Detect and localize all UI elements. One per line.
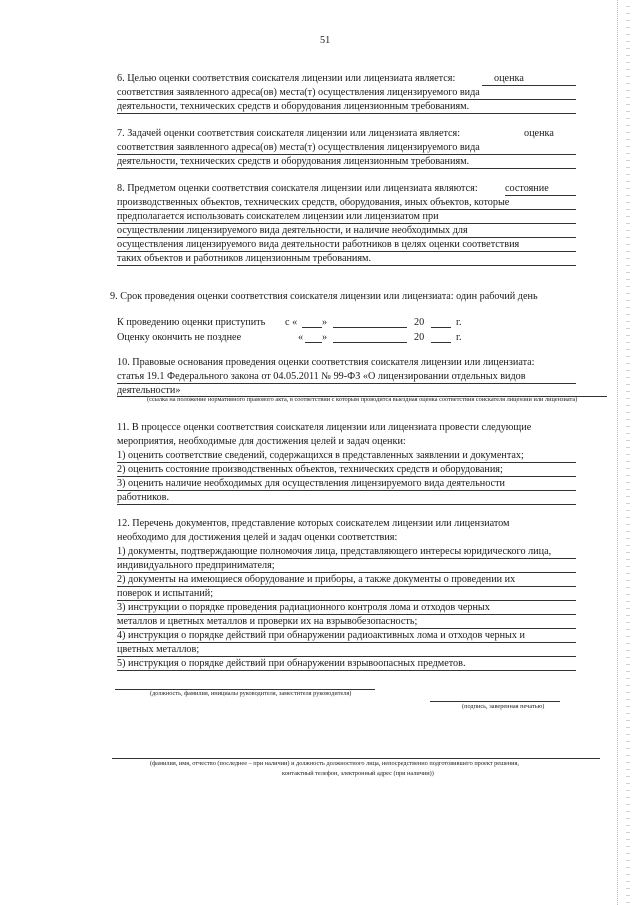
s12-line-2: необходимо для достижения целей и задач оценки соответствия: bbox=[117, 532, 398, 543]
s7-line-3: деятельности, технических средств и оборудования лицензионным требованиям. bbox=[117, 155, 576, 169]
head-caption: (должность, фамилия, инициалы руководителя, заместителя руководителя) bbox=[150, 690, 352, 697]
s12-item-3b: металлов и цветных металлов и проверки их на взрывобезопасность; bbox=[117, 615, 576, 629]
end-year-blank bbox=[431, 342, 451, 343]
s6-line-3: деятельности, технических средств и оборудования лицензионным требованиям. bbox=[117, 100, 576, 114]
executor-line bbox=[112, 758, 600, 759]
start-g: г. bbox=[456, 317, 462, 328]
s12-item-4a: 4) инструкция о порядке действий при обнаружении радиоактивных лома и отходов черных и bbox=[117, 629, 576, 643]
s8-line-2: производственных объектов, технических средств, оборудования, иных объектов, которые bbox=[117, 196, 576, 210]
start-from: с « bbox=[285, 317, 298, 328]
s11-item-3a: 3) оценить наличие необходимых для осуществления лицензируемого вида деятельности bbox=[117, 477, 576, 491]
s6-line-2: соответствия заявленного адреса(ов) места(т) осуществления лицензируемого вида bbox=[117, 86, 576, 100]
s8-line-4: осуществлении лицензируемого вида деятельности, и наличие необходимых для bbox=[117, 224, 576, 238]
s7-line-1: 7. Задачей оценки соответствия соискателя лицензии или лицензиата является: bbox=[117, 128, 461, 139]
page-number: 51 bbox=[320, 35, 331, 46]
end-quote-close: » bbox=[322, 332, 328, 343]
s12-item-2a: 2) документы на имеющиеся оборудование и приборы, а также документы о проведении их bbox=[117, 573, 576, 587]
end-g: г. bbox=[456, 332, 462, 343]
page-margin-line bbox=[617, 0, 618, 905]
s11-line-1: 11. В процессе оценки соответствия соискателя лицензии или лицензиата провести следующие bbox=[117, 422, 532, 433]
start-label: К проведению оценки приступить bbox=[117, 317, 266, 328]
s10-line-1: 10. Правовые основания проведения оценки соответствия соискателя лицензии или лицензиата: bbox=[117, 357, 535, 368]
end-month-blank bbox=[333, 342, 407, 343]
s12-item-5: 5) инструкция о порядке действий при обнаружении взрывоопасных предметов. bbox=[117, 657, 576, 671]
s12-item-2b: поверок и испытаний; bbox=[117, 587, 576, 601]
start-year: 20 bbox=[414, 317, 425, 328]
s10-line-3: деятельности» bbox=[117, 385, 181, 396]
start-year-blank bbox=[431, 327, 451, 328]
s10-note: (ссылка на положение нормативного правового акта, в соответствии с которым проводится выездная оценка соответствия соискателя лицензии или лицензиата) bbox=[147, 396, 578, 403]
s11-item-2: 2) оценить состояние производственных объектов, технических средств и оборудования; bbox=[117, 463, 576, 477]
end-quote-open: « bbox=[298, 332, 304, 343]
s8-line-3: предполагается использовать соискателем лицензии или лицензиатом при bbox=[117, 210, 576, 224]
s12-item-4b: цветных металлов; bbox=[117, 643, 576, 657]
s12-item-1a: 1) документы, подтверждающие полномочия лица, представляющего интересы юридического лица, bbox=[117, 545, 576, 559]
end-label: Оценку окончить не позднее bbox=[117, 332, 242, 343]
s11-line-2: мероприятия, необходимые для достижения целей и задач оценки: bbox=[117, 436, 406, 447]
s11-item-1: 1) оценить соответствие сведений, содержащихся в представленных заявлении и документах; bbox=[117, 449, 576, 463]
s8-line-1: 8. Предметом оценки соответствия соискателя лицензии или лицензиата являются: bbox=[117, 183, 478, 194]
s8-line-1-value: состояние bbox=[505, 182, 576, 196]
s7-line-1-value: оценка bbox=[524, 128, 554, 139]
s9-line-1: 9. Срок проведения оценки соответствия соискателя лицензии или лицензиата: один рабочий день bbox=[110, 291, 538, 302]
s11-item-3b: работников. bbox=[117, 491, 576, 505]
end-day-blank bbox=[305, 342, 322, 343]
s6-line-1-value: оценка bbox=[482, 72, 576, 86]
s7-line-2: соответствия заявленного адреса(ов) места(т) осуществления лицензируемого вида bbox=[117, 141, 576, 155]
executor-caption: (фамилия, имя, отчество (последнее – при наличии) и должность должностного лица, непосредственно подготовившего проект решения, bbox=[150, 760, 519, 767]
signature-caption: (подпись, заверенная печатью) bbox=[462, 703, 545, 710]
s12-item-1b: индивидуального предпринимателя; bbox=[117, 559, 576, 573]
s12-item-3a: 3) инструкции о порядке проведения радиационного контроля лома и отходов черных bbox=[117, 601, 576, 615]
contact-caption: контактный телефон, электронный адрес (при наличии)) bbox=[282, 770, 434, 777]
start-quote-close: » bbox=[322, 317, 328, 328]
s8-line-5: осуществления лицензируемого вида деятельности работников в целях оценки соответствия bbox=[117, 238, 576, 252]
start-day-blank bbox=[302, 327, 322, 328]
s6-line-1: 6. Целью оценки соответствия соискателя лицензии или лицензиата является: bbox=[117, 73, 456, 84]
scan-edge-dots bbox=[626, 0, 630, 905]
end-year: 20 bbox=[414, 332, 425, 343]
s12-line-1: 12. Перечень документов, представление которых соискателем лицензии или лицензиатом bbox=[117, 518, 510, 529]
s8-line-6: таких объектов и работников лицензионным требованиям. bbox=[117, 252, 576, 266]
start-month-blank bbox=[333, 327, 407, 328]
signature-line bbox=[430, 701, 560, 702]
s10-line-2: статья 19.1 Федерального закона от 04.05.2011 № 99-ФЗ «О лицензировании отдельных видов bbox=[117, 370, 576, 384]
